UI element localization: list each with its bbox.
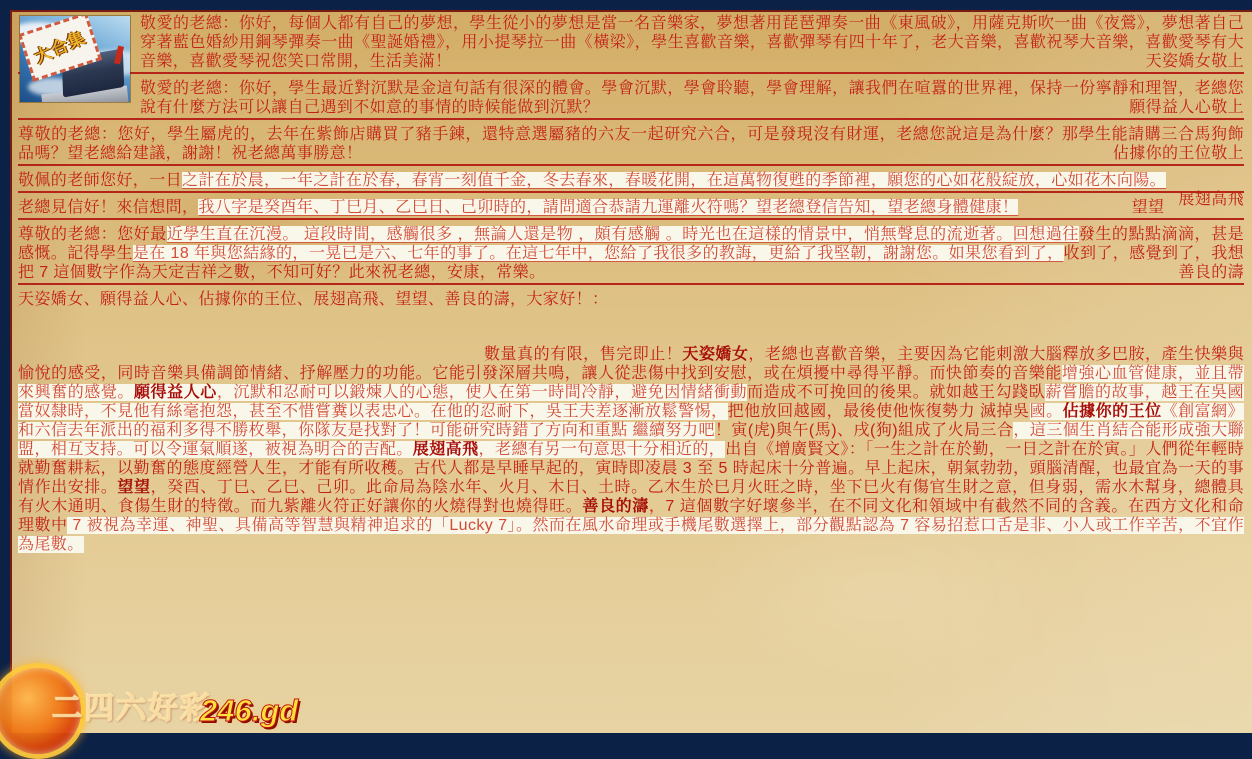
text-segment: 收到了，感覺到了，我想把 7 這個數字作為天定吉祥之數，不知可好？此來祝老總，安康，常樂。 [18, 245, 1244, 281]
reply-greeting-line: 天姿嬌女、願得益人心、佔據你的王位、展翅高飛、望望、善良的濤，大家好！： [18, 291, 609, 308]
nickname-callout: 天姿嬌女 [682, 346, 749, 363]
mailbox-photo [20, 16, 130, 102]
text-segment: ，老總也喜歡音樂，主要因為它能刺激大腦釋放多巴胺，產生快樂與愉悅的感受，同時音樂具備調節情緒、抒解壓力的功能。它能引發深層共鳴，讓人從悲傷中找到安慰，或在煩擾中尋得平靜。而快節奏的音樂能 [18, 346, 1244, 382]
nickname-callout: 願得益人心 [133, 384, 217, 401]
letter-signature: 望望 [1131, 199, 1165, 216]
text-segment: 而造成不可挽回的後果。就如越王勾踐臥 [747, 384, 1046, 401]
blank-gap [18, 309, 1244, 345]
text-segment: ，7 這個數字好壞參半，在不同文化和領域中有截然不同的含義。在西方文化和命理數中 [18, 498, 1244, 534]
highlighted-text-segment: 我八字是癸酉年、丁巳月、乙巳日、己卯時的，請問適合恭請九運離火符嗎？望老總登信告知，望老總身體健康！ [198, 199, 1019, 216]
reader-letter [18, 225, 1244, 285]
text-segment: 老總見信好！來信想問， [18, 199, 199, 216]
text-segment: 尊敬的老總：您好，學生屬虎的，去年在紫飾店購買了豬手鍊，還特意選屬豬的六友一起研究六合，可是發現沒有財運，老總您說這是為什麼？那學生能請購三合馬狗飾品嗎？望老總給建議，謝謝！祝老總萬事勝意！ [18, 126, 1244, 162]
reader-letter [18, 79, 1244, 120]
highlighted-text-segment: 是在 18 年與您結緣的，一晃已是六、七年的事了。在這七年中，您給了我很多的教誨，更給了我堅韌，謝謝您。如果您看到了， [132, 245, 1064, 262]
highlighted-text-segment: 《創富網》和六信去年派出的福利多得不勝枚舉，你隊友是找對了！可能研究時錯了方向和重點 繼續努力吧 [18, 403, 1245, 439]
highlighted-text-segment: ，沉默和忍耐可以鍛煉人的心態，使人在第一時間冷靜，避免因情緒衝動 [216, 384, 748, 401]
text-segment: 數量真的有限，售完即止！ [483, 346, 683, 363]
nickname-callout: 佔據你的王位 [1062, 403, 1162, 420]
highlighted-text-segment: 近學生直在沉漫。 這段時間，感觸很多 ，無論人還是物 ，頗有感觸 。時光也在這樣的情景中，悄無聲息的流逝著。回想過往 [166, 226, 1079, 243]
text-segment: 尊敬的老總：您好最 [18, 226, 167, 243]
letter-signature: 善良的濤 [1178, 264, 1244, 281]
letter-signature: 天姿嬌女敬上 [1145, 53, 1244, 70]
nickname-callout: 望望 [117, 479, 151, 496]
highlighted-text-segment: 國。 [1029, 403, 1063, 420]
reader-letters-list [18, 14, 1244, 285]
highlighted-text-segment: ，這三個生肖結合能形成強大聯盟，相互支持。可以令運氣順遂，被視為明合的吉配。 [18, 422, 1244, 458]
master-reply-paragraph [18, 345, 1244, 554]
text-segment: 敬愛的老總：你好，每個人都有自己的夢想，學生從小的夢想是當一名音樂家，夢想著用琵琶彈奏一曲《東風破》，用薩克斯吹一曲《夜鶯》，夢想著自己穿著藍色婚紗用鋼琴彈奏一曲《聖誕婚禮》，用小提琴拉一曲《橫梁》，學生喜歡音樂，喜歡彈琴有四十年了，老大音樂，喜歡祝琴大音樂，喜歡愛琴有大音樂，喜歡愛琴祝您笑口常開，生活美滿！ [140, 15, 1244, 70]
parchment-page [10, 10, 1252, 733]
text-segment: ！寅(虎)與午(馬)、戌(狗)組成了火局三合 [714, 422, 1014, 439]
highlighted-text-segment: 7 被視為幸運、神聖、具備高等智慧與精神追求的「Lucky 7」。然而在風水命理或手機尾數選擇上，部分觀點認為 7 容易招惹口舌是非、小人或工作辛苦，不宜作為尾數。 [18, 517, 1244, 553]
letter-signature: 展翅高飛 [1178, 191, 1244, 208]
text-segment: 把他放回越國，最後使他恢復勢力 滅掉吳 [727, 403, 1030, 420]
reader-letter [18, 198, 1244, 220]
envelope-title: 大合集 [31, 27, 89, 67]
highlighted-text-segment: 薪嘗膽的故事，越王在吳國當奴隸時，不見他有絲毫抱怨，甚至不惜嘗糞以表忠心。在他的忍耐下，吳王夫差逐漸放鬆警惕， [18, 384, 1244, 420]
letter-signature: 願得益人心敬上 [1129, 99, 1244, 116]
text-segment: 敬愛的老總：你好，學生最近對沉默是金這句話有很深的體會。學會沉默，學會聆聽，學會理解，讓我們在喧囂的世界裡，保持一份寧靜和理智，老總您說有什麼方法可以讓自己遇到不如意的事情的時候能做到沉默？ [140, 80, 1244, 116]
highlighted-text-segment: ，老總有另一句意思十分相近的， [478, 441, 726, 458]
letters-content [18, 14, 1244, 554]
text-segment: 發生的點點滴滴，甚是感慨。記得學生 [18, 226, 1244, 262]
line-indent-spacer [18, 358, 484, 359]
letter-signature: 佔據你的王位敬上 [1112, 145, 1244, 162]
nickname-callout: 善良的濤 [582, 498, 649, 515]
highlighted-text-segment: 增強心血管健康，並且帶來興奮的感覺。 [18, 365, 1245, 401]
watermark-brand-text: 二四六好彩 [52, 692, 212, 725]
reader-letter [18, 125, 1244, 166]
text-segment: ，癸酉、丁巳、乙巳、己卯。此命局為陰水年、火月、木日、土時。乙木生於巳月火旺之時，坐下巳火有傷官生財之意，但身弱，需水木幫身，總體具有火木通明、食傷生財的特徵。而九紫離火符正好讓你的火燒得對也燒得旺。 [18, 479, 1244, 515]
reader-letter [18, 14, 1244, 74]
text-segment: 出自《增廣賢文》：「一生之計在於勤，一日之計在於寅。」人們從年輕時就勤奮耕耘，以勤奮的態度經營人生，才能有所收穫。古代人都是早睡早起的，寅時即凌晨 3 至 5 時起床十分普遍。早上起床，朝氣勃勃，頭腦清醒，也最宜為一天的事情作出安排。 [18, 441, 1244, 496]
text-segment: 敬佩的老師您好，一日 [18, 172, 183, 189]
nickname-callout: 展翅高飛 [412, 441, 479, 458]
watermark [12, 663, 332, 733]
highlighted-text-segment: 之計在於晨，一年之計在於春，春宵一刻值千金，冬去春來，春暖花開，在這萬物復甦的季節裡，願您的心如花般綻放，心如花木向陽。 [182, 172, 1167, 189]
watermark-site-link[interactable]: 246.gd [200, 693, 299, 728]
